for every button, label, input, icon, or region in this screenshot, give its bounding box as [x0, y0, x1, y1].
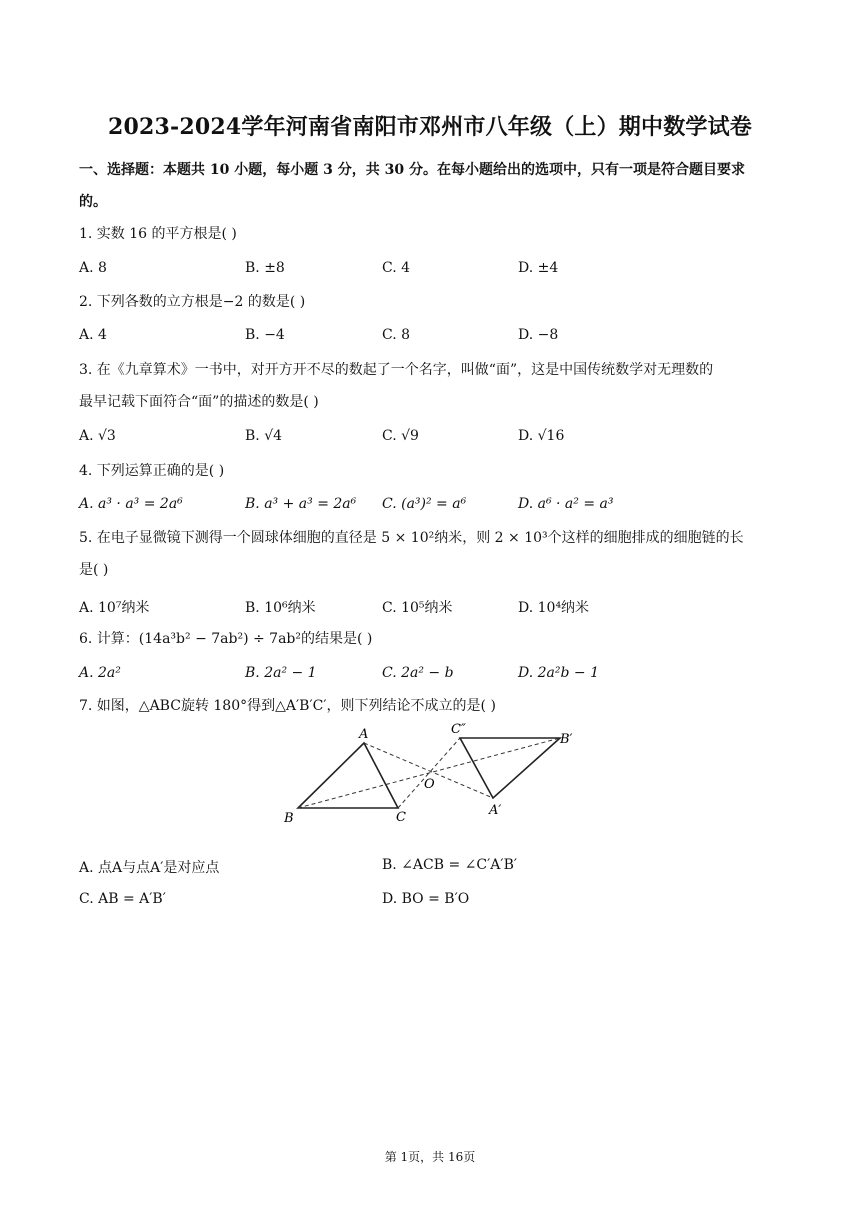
question-6: 6. 计算：(14a³b² − 7ab²) ÷ 7ab²的结果是( )	[79, 631, 373, 647]
option-c: C. AB = A′B′	[79, 891, 166, 907]
option-a: A. 2a²	[79, 665, 121, 681]
option-c: C. 8	[382, 327, 411, 343]
label-a: A	[359, 727, 369, 742]
option-b: B. a³ + a³ = 2a⁶	[245, 496, 357, 512]
option-a: A. 10⁷纳米	[79, 600, 150, 616]
option-d: D. √16	[518, 428, 565, 444]
option-b: B. ±8	[245, 260, 285, 276]
label-o: O	[424, 777, 435, 792]
label-b: B	[284, 811, 294, 826]
question-7: 7. 如图，△ABC旋转 180°得到△A′B′C′，则下列结论不成立的是( )	[79, 698, 496, 714]
option-c: C. √9	[382, 428, 419, 444]
question-5-options	[79, 597, 784, 621]
question-2: 2. 下列各数的立方根是−2 的数是( )	[79, 294, 306, 310]
label-b-prime: B′	[560, 732, 573, 747]
option-d: D. a⁶ · a² = a³	[518, 496, 614, 512]
option-d: D. 10⁴纳米	[518, 600, 590, 616]
option-c: C. (a³)² = a⁶	[382, 496, 467, 512]
option-b: B. 10⁶纳米	[245, 600, 316, 616]
question-4-options	[79, 496, 784, 520]
page-footer: 第 1页，共 16页	[384, 1150, 476, 1164]
option-a: A. 8	[79, 260, 107, 276]
question-7-options-row1	[79, 857, 784, 881]
question-3-options	[79, 428, 784, 452]
question-1-options	[79, 260, 784, 284]
option-b: B. √4	[245, 428, 283, 444]
option-d: D. BO = B′O	[382, 891, 470, 907]
option-c: C. 2a² − b	[382, 665, 454, 681]
question-5-line1: 5. 在电子显微镜下测得一个圆球体细胞的直径是 5 × 10²纳米，则 2 × 10³个这样的细胞排成的细胞链的长	[79, 530, 744, 546]
triangle-a2b2c2	[460, 738, 560, 798]
question-2-options	[79, 327, 784, 351]
option-d: D. 2a²b − 1	[518, 665, 599, 681]
option-b: B. 2a² − 1	[245, 665, 317, 681]
question-3-line1: 3. 在《九章算术》一书中，对开方开不尽的数起了一个名字，叫做“面”，这是中国传统数学对无理数的	[79, 362, 714, 378]
option-b: B. −4	[245, 327, 285, 343]
question-3-line2: 最早记载下面符合“面”的描述的数是( )	[79, 394, 319, 410]
option-d: D. ±4	[518, 260, 559, 276]
question-6-options	[79, 665, 784, 689]
option-c: C. 4	[382, 260, 411, 276]
section-heading-line1: 一、选择题：本题共 10 小题，每小题 3 分，共 30 分。在每小题给出的选项中，只有一项是符合题目要求	[79, 162, 745, 178]
option-b: B. ∠ACB = ∠C′A′B′	[382, 857, 518, 873]
option-c: C. 10⁵纳米	[382, 600, 453, 616]
option-a: A. a³ · a³ = 2a⁶	[79, 496, 183, 512]
rotation-figure	[280, 718, 580, 830]
question-5-line2: 是( )	[79, 562, 109, 578]
option-a: A. 4	[79, 327, 107, 343]
question-1: 1. 实数 16 的平方根是( )	[79, 226, 237, 242]
rotation-diagram	[280, 718, 580, 830]
page-title: 2023-2024学年河南省南阳市邓州市八年级（上）期中数学试卷	[108, 114, 752, 140]
label-c: C	[396, 810, 406, 825]
label-c-prime: C″	[451, 722, 466, 737]
triangle-abc	[298, 743, 398, 808]
question-4: 4. 下列运算正确的是( )	[79, 463, 225, 479]
option-a: A. √3	[79, 428, 116, 444]
option-a: A. 点A与点A′是对应点	[79, 860, 220, 876]
label-a-prime: A′	[489, 803, 502, 818]
question-7-options-row2	[79, 891, 784, 915]
option-d: D. −8	[518, 327, 559, 343]
section-heading-line2: 的。	[79, 194, 107, 210]
